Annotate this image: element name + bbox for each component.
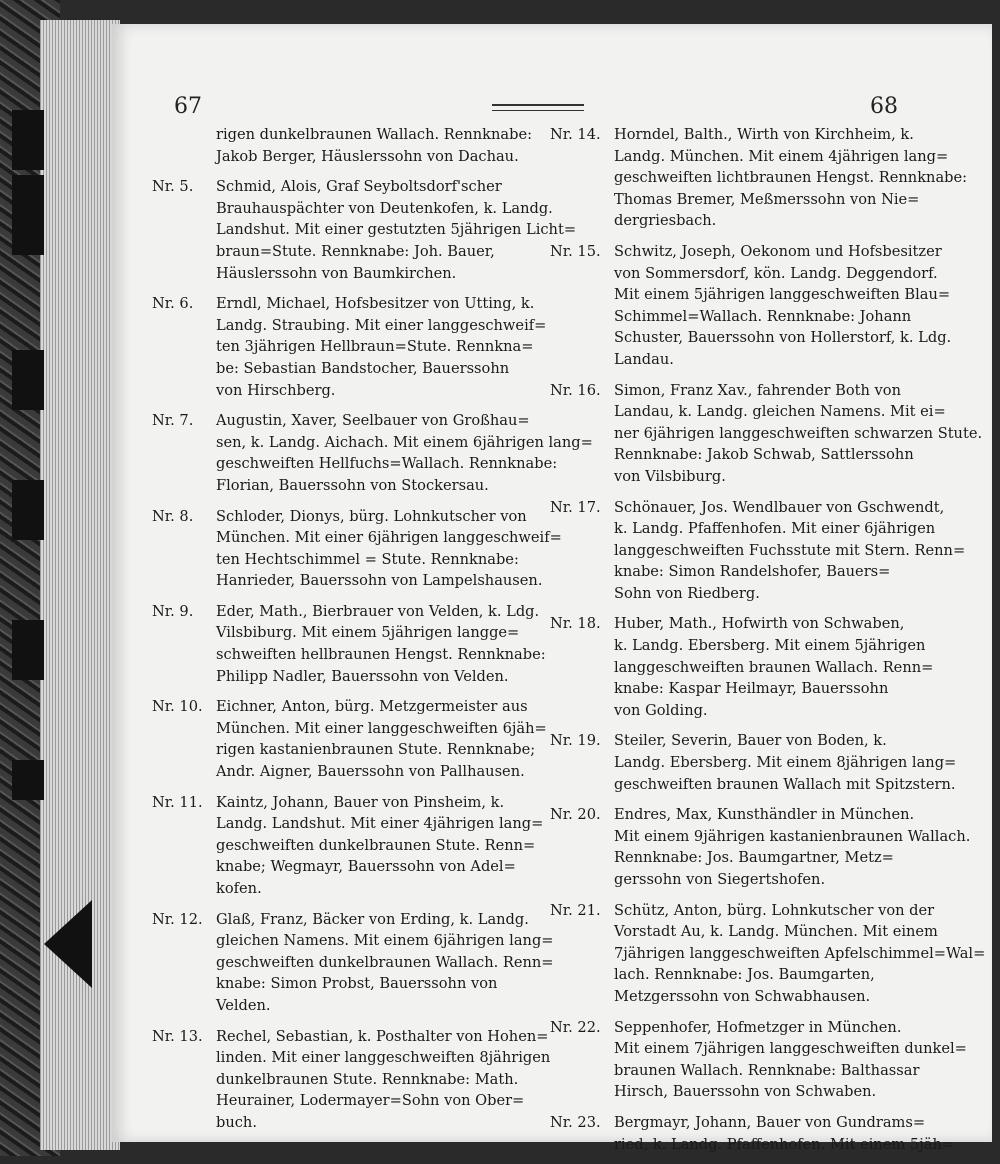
entry-line: rigen dunkelbraunen Wallach. Rennknabe: bbox=[216, 126, 533, 143]
entry-line: Endres, Max, Kunsthändler in München. bbox=[614, 806, 915, 824]
entry-line: buch. bbox=[216, 1113, 257, 1131]
entry-line: dunkelbraunen Stute. Rennknabe: Math. bbox=[216, 1070, 519, 1088]
entry-line: ner 6jährigen langgeschweiften schwarzen Stute. bbox=[614, 424, 983, 442]
entry-line: geschweiften braunen Wallach mit Spitzstern. bbox=[614, 775, 956, 793]
entry-line: dergriesbach. bbox=[614, 212, 717, 230]
entry-line: Sohn von Riedberg. bbox=[614, 584, 760, 602]
list-entry bbox=[152, 909, 554, 1017]
entry-line: braun=Stute. Rennknabe: Joh. Bauer, bbox=[216, 242, 495, 260]
entry-line: Landau. bbox=[614, 350, 674, 368]
entry-line: Huber, Math., Hofwirth von Schwaben, bbox=[614, 615, 905, 633]
entry-line: Landg. Straubing. Mit einer langgeschweif= bbox=[216, 316, 547, 334]
entry-line: Vilsbiburg. Mit einem 5jährigen langge= bbox=[216, 624, 520, 642]
list-entry bbox=[550, 613, 940, 721]
list-entry bbox=[550, 124, 968, 232]
entry-line: Landg. Ebersberg. Mit einem 8jährigen lang= bbox=[614, 754, 957, 772]
entry-line: Landau, k. Landg. gleichen Namens. Mit ei= bbox=[614, 403, 946, 421]
list-entry bbox=[550, 730, 957, 795]
entry-line: Landg. München. Mit einem 4jährigen lang= bbox=[614, 147, 949, 165]
entry-line: linden. Mit einer langgeschweiften 8jährigen bbox=[216, 1049, 551, 1067]
entry-line: Vorstadt Au, k. Landg. München. Mit einem bbox=[614, 923, 938, 941]
entry-line: Hirsch, Bauerssohn von Schwaben. bbox=[614, 1083, 877, 1101]
entry-line: Rechel, Sebastian, k. Posthalter von Hohen= bbox=[216, 1027, 549, 1045]
entry-line: Eder, Math., Bierbrauer von Velden, k. Ldg. bbox=[216, 602, 540, 620]
entry-line: kofen. bbox=[216, 880, 262, 897]
index-tab bbox=[12, 175, 44, 255]
entry-line: Seppenhofer, Hofmetzger in München. bbox=[614, 1018, 902, 1036]
entry-line: sen, k. Landg. Aichach. Mit einem 6jährigen lang= bbox=[216, 433, 593, 451]
entry-number: Nr. 13. bbox=[152, 1027, 203, 1045]
entry-line: Steiler, Severin, Bauer von Boden, k. bbox=[614, 732, 887, 750]
index-tab bbox=[12, 760, 44, 800]
header-rule bbox=[492, 104, 584, 111]
entry-line: k. Landg. Pfaffenhofen. Mit einer 6jährigen bbox=[614, 520, 936, 538]
entry-number: Nr. 15. bbox=[550, 242, 601, 260]
entry-number: Nr. 16. bbox=[550, 381, 601, 399]
entry-line: Bergmayr, Johann, Bauer von Gundrams= bbox=[614, 1113, 926, 1131]
entry-line: knabe: Simon Randelshofer, Bauers= bbox=[614, 563, 891, 581]
index-tab bbox=[12, 480, 44, 540]
right-column bbox=[550, 124, 986, 1164]
entry-line: Schuster, Bauerssohn von Hollerstorf, k. Ldg. bbox=[614, 329, 952, 347]
entry-line: lach. Rennknabe: Jos. Baumgarten, bbox=[614, 966, 875, 984]
entry-line: Simon, Franz Xav., fahrender Both von bbox=[614, 381, 901, 399]
list-entry bbox=[550, 1112, 955, 1155]
entry-line: Mit einem 5jährigen langgeschweiften Blau= bbox=[614, 286, 951, 304]
entry-number: Nr. 20. bbox=[550, 806, 601, 824]
entry-number: Nr. 5. bbox=[152, 178, 194, 196]
entry-line: von Golding. bbox=[614, 701, 708, 719]
book-page bbox=[112, 24, 992, 1153]
entry-line: Thomas Bremer, Meßmerssohn von Nie= bbox=[614, 190, 920, 208]
entry-number: Nr. 22. bbox=[550, 1018, 601, 1036]
entry-line: Jakob Berger, Häuslerssohn von Dachau. bbox=[216, 147, 519, 165]
entry-line: Schwitz, Joseph, Oekonom und Hofsbesitzer bbox=[614, 242, 942, 260]
entry-line: gleichen Namens. Mit einem 6jährigen lang= bbox=[216, 932, 554, 950]
entry-line: geschweiften lichtbraunen Hengst. Rennknabe: bbox=[614, 169, 968, 187]
entry-line: Heurainer, Lodermayer=Sohn von Ober= bbox=[216, 1092, 525, 1110]
entry-number: Nr. 7. bbox=[152, 412, 194, 430]
entry-line: Eichner, Anton, bürg. Metzgermeister aus bbox=[216, 698, 528, 716]
index-tab bbox=[12, 620, 44, 680]
entry-number: Nr. 17. bbox=[550, 498, 601, 516]
entry-line: Landshut. Mit einer gestutzten 5jährigen Licht= bbox=[216, 221, 577, 239]
entry-line: Andr. Aigner, Bauerssohn von Pallhausen. bbox=[216, 763, 525, 781]
list-entry bbox=[152, 506, 562, 592]
entry-line: von Vilsbiburg. bbox=[614, 467, 726, 485]
entry-line: Metzgerssohn von Schwabhausen. bbox=[614, 987, 871, 1005]
entry-line: Glaß, Franz, Bäcker von Erding, k. Landg. bbox=[216, 910, 529, 928]
entry-line: Mit einem 7jährigen langgeschweiften dunkel= bbox=[614, 1040, 967, 1058]
entry-line: gerssohn von Siegertshofen. bbox=[614, 871, 826, 888]
entry-line: langgeschweiften Fuchsstute mit Stern. Renn= bbox=[614, 541, 966, 559]
entry-line: von Sommersdorf, kön. Landg. Deggendorf. bbox=[614, 264, 938, 282]
entry-number: Nr. 19. bbox=[550, 732, 601, 750]
entry-line: Hanrieder, Bauerssohn von Lampelshausen. bbox=[216, 572, 543, 590]
entry-line: geschweiften Hellfuchs=Wallach. Rennknabe: bbox=[216, 455, 558, 473]
entry-number: Nr. 12. bbox=[152, 910, 203, 928]
entry-line: langgeschweiften braunen Wallach. Renn= bbox=[614, 658, 934, 676]
index-tab bbox=[12, 350, 44, 410]
entry-line: schweiften hellbraunen Hengst. Rennknabe: bbox=[216, 646, 546, 664]
list-entry bbox=[152, 410, 593, 496]
entry-number: Nr. 18. bbox=[550, 615, 601, 633]
entry-line: braunen Wallach. Rennknabe: Balthassar bbox=[614, 1061, 920, 1079]
entry-line: Florian, Bauerssohn von Stockersau. bbox=[216, 476, 489, 494]
entry-line: Rennknabe: Jos. Baumgartner, Metz= bbox=[614, 849, 894, 867]
entry-number: Nr. 11. bbox=[152, 793, 203, 811]
list-entry bbox=[550, 241, 952, 371]
entry-number: Nr. 6. bbox=[152, 295, 194, 313]
index-tab bbox=[12, 110, 44, 170]
entry-line: München. Mit einer langgeschweiften 6jäh= bbox=[216, 719, 547, 737]
entry-line: ten 3jährigen Hellbraun=Stute. Rennkna= bbox=[216, 338, 534, 356]
list-entry bbox=[152, 124, 542, 167]
list-entry bbox=[152, 293, 547, 401]
list-entry bbox=[550, 804, 971, 890]
list-entry bbox=[550, 497, 966, 605]
entry-line: Augustin, Xaver, Seelbauer von Großhau= bbox=[216, 412, 530, 430]
list-entry bbox=[550, 380, 983, 488]
list-entry bbox=[550, 1017, 967, 1103]
left-page-number: 67 bbox=[174, 94, 202, 119]
entry-line: Erndl, Michael, Hofsbesitzer von Utting, k. bbox=[216, 295, 535, 313]
entry-number: Nr. 9. bbox=[152, 602, 194, 620]
entry-line: Horndel, Balth., Wirth von Kirchheim, k. bbox=[614, 126, 914, 143]
entry-line: Mit einem 9jährigen kastanienbraunen Wallach. bbox=[614, 827, 971, 845]
entry-number: Nr. 23. bbox=[550, 1113, 601, 1131]
entry-line: Philipp Nadler, Bauerssohn von Velden. bbox=[216, 667, 509, 685]
entry-line: Schönauer, Jos. Wendlbauer von Gschwendt, bbox=[614, 498, 945, 516]
entry-number: Nr. 10. bbox=[152, 698, 203, 716]
entry-line: k. Landg. Ebersberg. Mit einem 5jährigen bbox=[614, 637, 926, 655]
entry-line: knabe; Wegmayr, Bauerssohn von Adel= bbox=[216, 858, 516, 876]
entry-number: Nr. 21. bbox=[550, 901, 601, 919]
entry-line: knabe: Kaspar Heilmayr, Bauerssohn bbox=[614, 680, 889, 698]
entry-line: Brauhauspächter von Deutenkofen, k. Landg. bbox=[216, 199, 553, 217]
entry-line: rigen kastanienbraunen Stute. Rennknabe; bbox=[216, 741, 536, 759]
entry-line: München. Mit einer 6jährigen langgeschweif= bbox=[216, 529, 562, 547]
entry-line: 7jährigen langgeschweiften Apfelschimmel=Wal= bbox=[614, 944, 986, 962]
entry-line: ried, k. Landg. Pfaffenhofen. Mit einem 5jäh= bbox=[614, 1135, 955, 1153]
entry-line: ten Hechtschimmel = Stute. Rennknabe: bbox=[216, 550, 519, 568]
right-page-number: 68 bbox=[870, 94, 898, 119]
entry-line: geschweiften dunkelbraunen Wallach. Renn= bbox=[216, 953, 554, 971]
entry-line: Rennknabe: Jakob Schwab, Sattlerssohn bbox=[614, 446, 914, 464]
list-entry bbox=[152, 696, 547, 782]
entry-line: Landg. Landshut. Mit einer 4jährigen lang= bbox=[216, 815, 544, 833]
entry-line: be: Sebastian Bandstocher, Bauerssohn bbox=[216, 359, 510, 377]
list-entry bbox=[152, 601, 546, 687]
entry-line: Schloder, Dionys, bürg. Lohnkutscher von bbox=[216, 507, 527, 525]
entry-line: Schmid, Alois, Graf Seyboltsdorf'scher bbox=[216, 178, 502, 196]
entry-line: knabe: Simon Probst, Bauerssohn von bbox=[216, 975, 498, 993]
page-corner-marker bbox=[44, 900, 92, 988]
entry-line: geschweiften dunkelbraunen Stute. Renn= bbox=[216, 836, 536, 854]
list-entry bbox=[152, 1026, 551, 1134]
entry-line: Häuslerssohn von Baumkirchen. bbox=[216, 264, 457, 282]
entry-line: Kaintz, Johann, Bauer von Pinsheim, k. bbox=[216, 793, 505, 811]
entry-line: von Hirschberg. bbox=[216, 381, 336, 399]
entry-number: Nr. 14. bbox=[550, 126, 601, 143]
entry-line: Schütz, Anton, bürg. Lohnkutscher von der bbox=[614, 901, 935, 919]
entry-line: Velden. bbox=[216, 996, 271, 1014]
entry-number: Nr. 8. bbox=[152, 507, 194, 525]
list-entry bbox=[152, 792, 542, 900]
entry-line: Schimmel=Wallach. Rennknabe: Johann bbox=[614, 307, 912, 325]
list-entry bbox=[550, 900, 986, 1008]
